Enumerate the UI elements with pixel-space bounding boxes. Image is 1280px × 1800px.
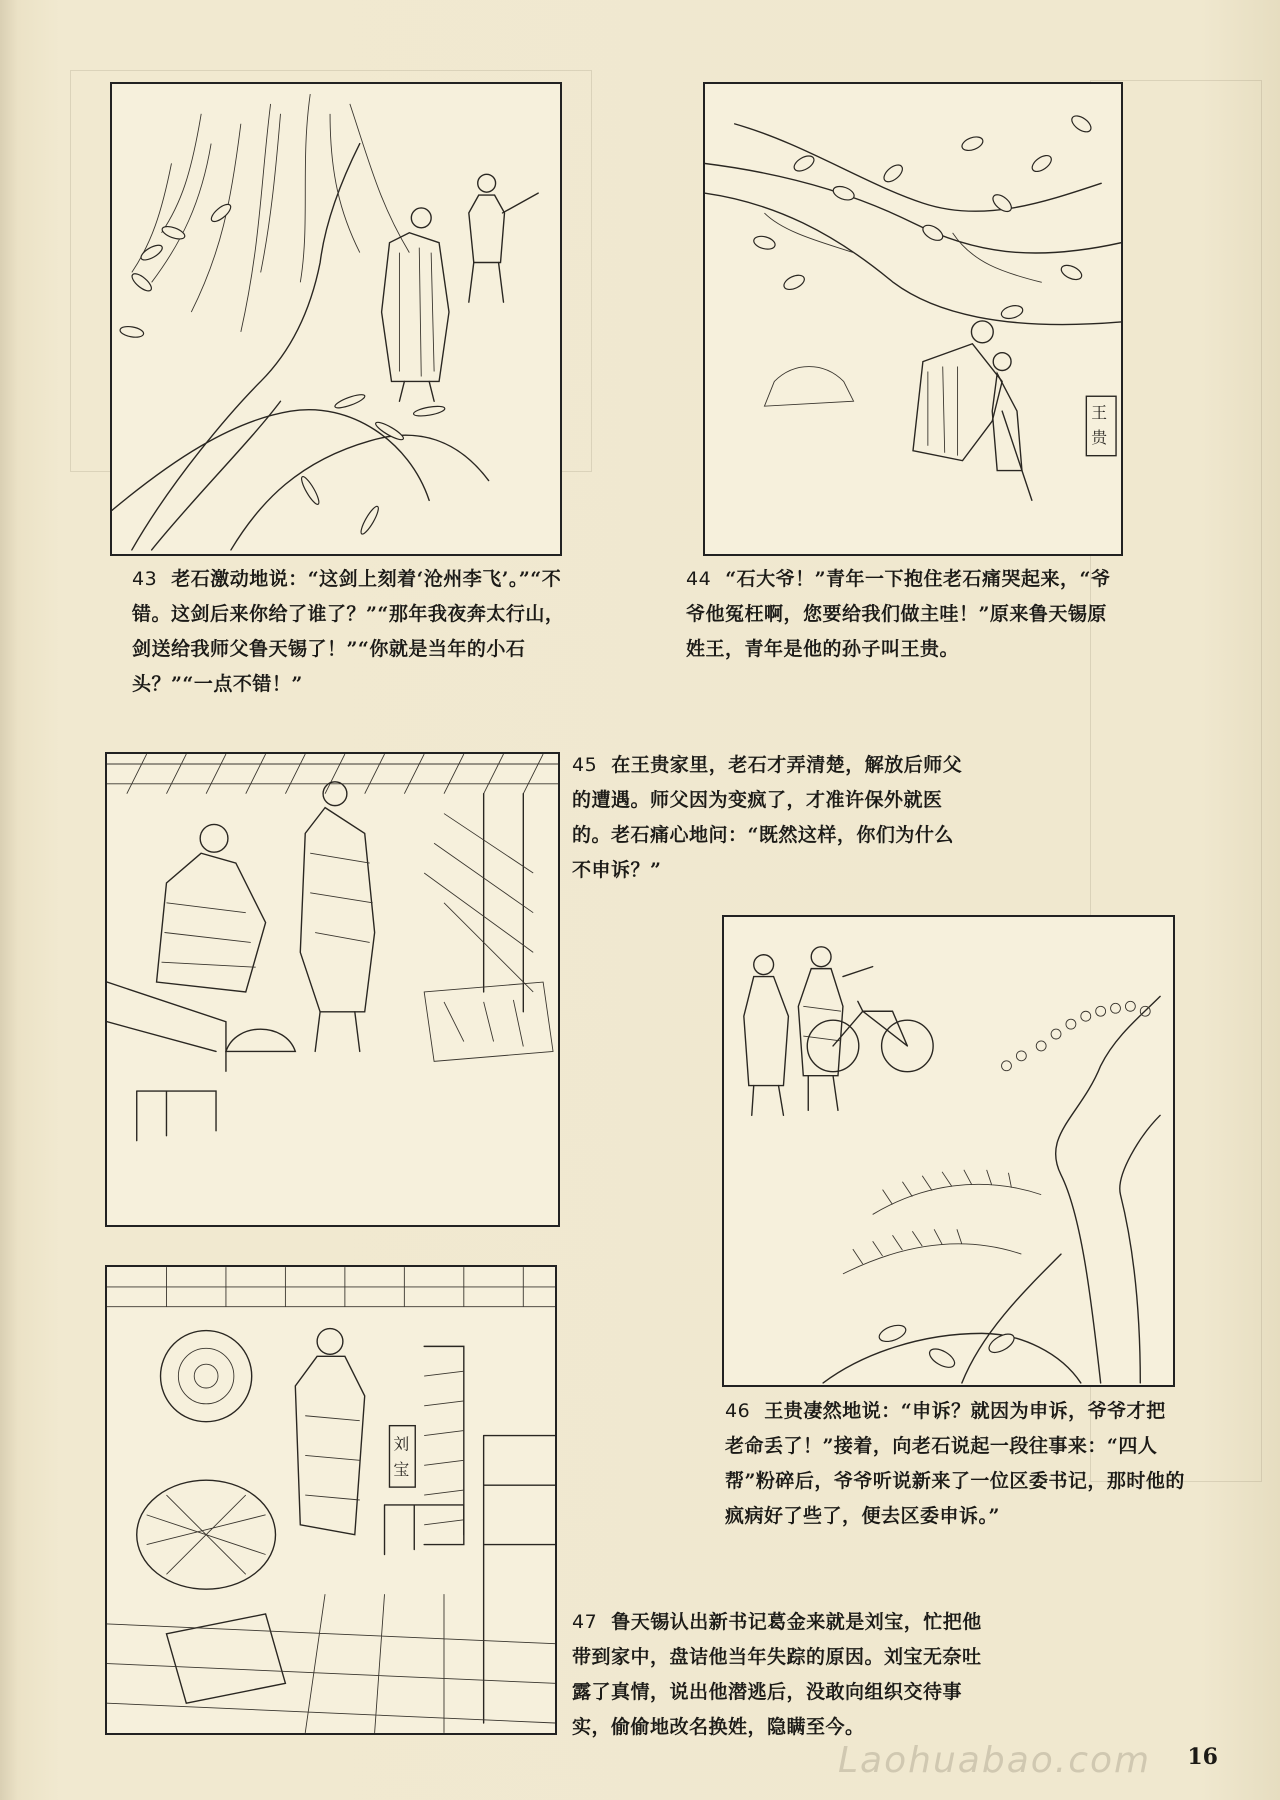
caption-47 — [572, 1605, 992, 1745]
watermark: Laohuabao.com — [838, 1740, 1152, 1781]
standing-official — [295, 1329, 364, 1535]
panel-number-46: 46 — [725, 1400, 751, 1422]
panel-number-43: 43 — [132, 568, 158, 590]
stool — [385, 1505, 464, 1555]
panel-number-47: 47 — [572, 1611, 598, 1633]
stool — [137, 1091, 216, 1141]
illustration-panel-46 — [722, 915, 1175, 1387]
basket — [226, 1029, 295, 1051]
seal-wanggui: 王 — [1091, 403, 1108, 423]
ladder — [424, 1346, 464, 1544]
seal-liubao: 刘 — [393, 1434, 410, 1454]
caption-text-44: “石大爷！”青年一下抱住老石痛哭起来，“爷爷他冤枉啊，您要给我们做主哇！”原来鲁天锡原姓王，青年是他的孙子叫王贵。 — [686, 568, 1111, 660]
bicycle-men-tree-drawing — [724, 917, 1173, 1385]
bicycle — [807, 1001, 933, 1071]
panel-number-45: 45 — [572, 754, 598, 776]
caption-text-47: 鲁天锡认出新书记葛金来就是刘宝，忙把他带到家中，盘诘他当年失踪的原因。刘宝无奈吐露了真情，说出他潜逃后，没敢向组织交待事实，偷偷地改名换姓，隐瞒至今。 — [572, 1611, 982, 1738]
embrace-under-tree-drawing — [705, 84, 1121, 554]
rock — [764, 367, 853, 407]
willow-swordsman-drawing — [112, 84, 560, 554]
caption-43 — [132, 562, 572, 702]
panel-number-44: 44 — [686, 568, 712, 590]
caption-46 — [725, 1394, 1185, 1534]
leaf-cluster — [119, 202, 445, 536]
leaf-branch — [752, 113, 1093, 321]
blossom-cluster — [1002, 1001, 1151, 1070]
illustration-panel-43 — [110, 82, 562, 556]
cabinet — [484, 1436, 555, 1723]
caption-text-43: 老石激动地说：“这剑上刻着‘沧州李飞’。”“不错。这剑后来你给了谁了？”“那年我夜奔太行山，剑送给我师父鲁天锡了！”“你就是当年的小石头？”“一点不错！” — [132, 568, 565, 695]
caption-text-45: 在王贵家里，老石才弄清楚，解放后师父的遭遇。师父因为变疯了，才准许保外就医的。老石痛心地问：“既然这样，你们为什么不申诉？” — [572, 754, 963, 881]
illustration-panel-47 — [105, 1265, 557, 1735]
seal-wanggui-2: 贵 — [1091, 427, 1108, 447]
caption-text-46: 王贵凄然地说：“申诉？就因为申诉，爷爷才把老命丢了！”接着，向老石说起一段往事来：“四人帮”粉碎后，爷爷听说新来了一位区委书记，那时他的疯病好了些了，便去区委申诉。” — [725, 1400, 1185, 1527]
caption-44 — [686, 562, 1126, 667]
home-interior-drawing — [107, 754, 558, 1225]
swordsman-figure — [469, 174, 538, 302]
illustration-panel-44 — [703, 82, 1123, 556]
illustration-panel-45 — [105, 752, 560, 1227]
embracing-figures — [913, 321, 1032, 500]
seal-liubao-2: 宝 — [393, 1460, 410, 1480]
standing-man-figure — [382, 208, 449, 401]
page-number: 16 — [1187, 1744, 1218, 1770]
household-interior-drawing — [107, 1267, 555, 1733]
caption-45 — [572, 748, 972, 888]
flower-ornament — [161, 1331, 252, 1422]
seated-old-man — [157, 824, 266, 992]
fern-leaves — [843, 1170, 1041, 1274]
standing-young-man — [300, 782, 374, 1052]
